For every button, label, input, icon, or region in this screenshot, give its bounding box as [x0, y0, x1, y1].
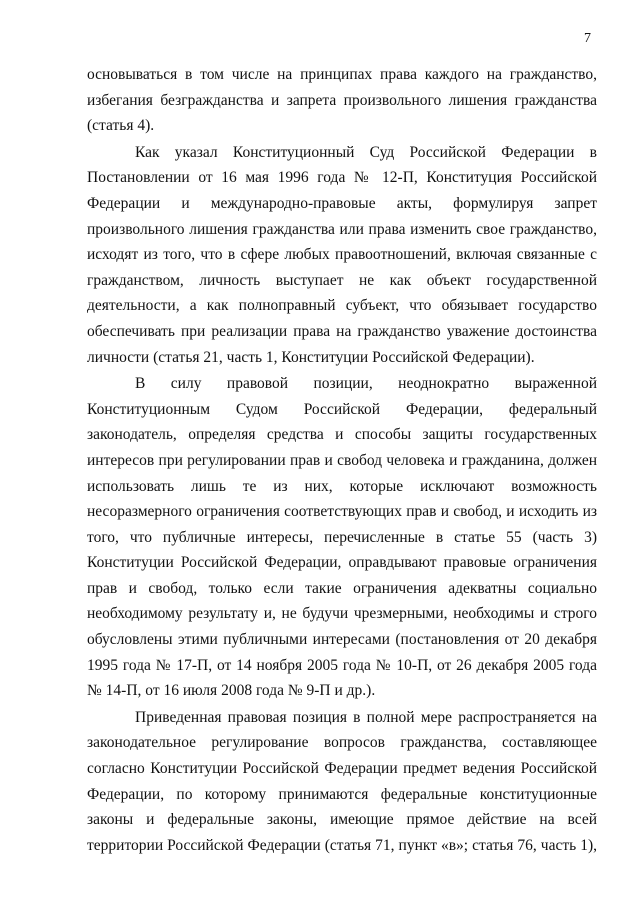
paragraph-1 [87, 62, 597, 139]
paragraph-3 [87, 371, 597, 704]
paragraph-3-line-2: Конституционным Судом Российской Федерации, федеральный [87, 400, 597, 418]
paragraph-4 [87, 705, 597, 859]
paragraph-2-line-6: гражданством, личность выступает не как объект государственной [87, 271, 597, 289]
page-number: 7 [584, 31, 591, 46]
paragraph-4-line-6: территории Российской Федерации (статья 71, пункт «в»; статья 76, часть 1), [87, 836, 597, 854]
paragraph-3-line-7: того, что публичные интересы, перечисленные в статье 55 (часть 3) [87, 528, 597, 546]
paragraph-3-line-12: 1995 года № 17-П, от 14 ноября 2005 года № 10-П, от 26 декабря 2005 года [87, 656, 597, 674]
paragraph-2-line-4: произвольного лишения гражданства или права изменить свое гражданство, [87, 220, 597, 238]
paragraph-1-line-1: основываться в том числе на принципах права каждого на гражданство, [87, 66, 597, 83]
paragraph-2-line-7: деятельности, а как полноправный субъект, что обязывает государство [87, 297, 597, 315]
paragraph-3-line-10: необходимому результату и, не будучи чрезмерными, необходимы и строго [87, 605, 597, 623]
paragraph-1-line-2: избегания безгражданства и запрета произвольного лишения гражданства [87, 91, 597, 109]
paragraph-3-line-6: несоразмерного ограничения соответствующих прав и свобод, и исходить из [87, 503, 597, 521]
paragraph-3-line-1: В силу правовой позиции, неоднократно выраженной [135, 375, 597, 393]
paragraph-3-line-4: интересов при регулировании прав и свобод человека и гражданина, должен [87, 451, 597, 469]
paragraph-3-line-3: законодатель, определяя средства и способы защиты государственных [87, 426, 597, 444]
paragraph-3-line-11: обусловлены этими публичными интересами (постановления от 20 декабря [87, 631, 597, 649]
paragraph-2 [87, 140, 597, 370]
paragraph-3-line-9: прав и свобод, только если такие ограничения адекватны социально [87, 579, 597, 597]
document-body [87, 62, 597, 858]
paragraph-4-line-5: законы и федеральные законы, имеющие прямое действие на всей [87, 811, 597, 829]
paragraph-4-line-2: законодательное регулирование вопросов гражданства, составляющее [87, 734, 597, 752]
paragraph-2-line-3: Федерации и международно-правовые акты, формулируя запрет [87, 194, 597, 212]
paragraph-3-line-5: использовать лишь те из них, которые исключают возможность [87, 477, 597, 495]
paragraph-4-line-4: Федерации, по которому принимаются федеральные конституционные [87, 785, 597, 803]
paragraph-2-line-1: Как указал Конституционный Суд Российской Федерации в [135, 143, 597, 161]
paragraph-4-line-3: согласно Конституции Российской Федерации предмет ведения Российской [87, 760, 597, 778]
paragraph-3-line-8: Конституции Российской Федерации, оправдывают правовые ограничения [87, 554, 597, 572]
paragraph-2-line-8: обеспечивать при реализации права на гражданство уважение достоинства [87, 322, 597, 340]
paragraph-2-line-5: исходят из того, что в сфере любых правоотношений, включая связанные с [87, 246, 597, 264]
paragraph-1-line-3: (статья 4). [87, 117, 155, 135]
paragraph-3-line-13: № 14-П, от 16 июля 2008 года № 9-П и др.). [87, 682, 376, 700]
paragraph-2-line-2: Постановлении от 16 мая 1996 года № 12-П, Конституция Российской [87, 169, 597, 187]
paragraph-4-line-1: Приведенная правовая позиция в полной мере распространяется на [135, 708, 597, 726]
paragraph-2-line-9: личности (статья 21, часть 1, Конституции Российской Федерации). [87, 348, 535, 366]
